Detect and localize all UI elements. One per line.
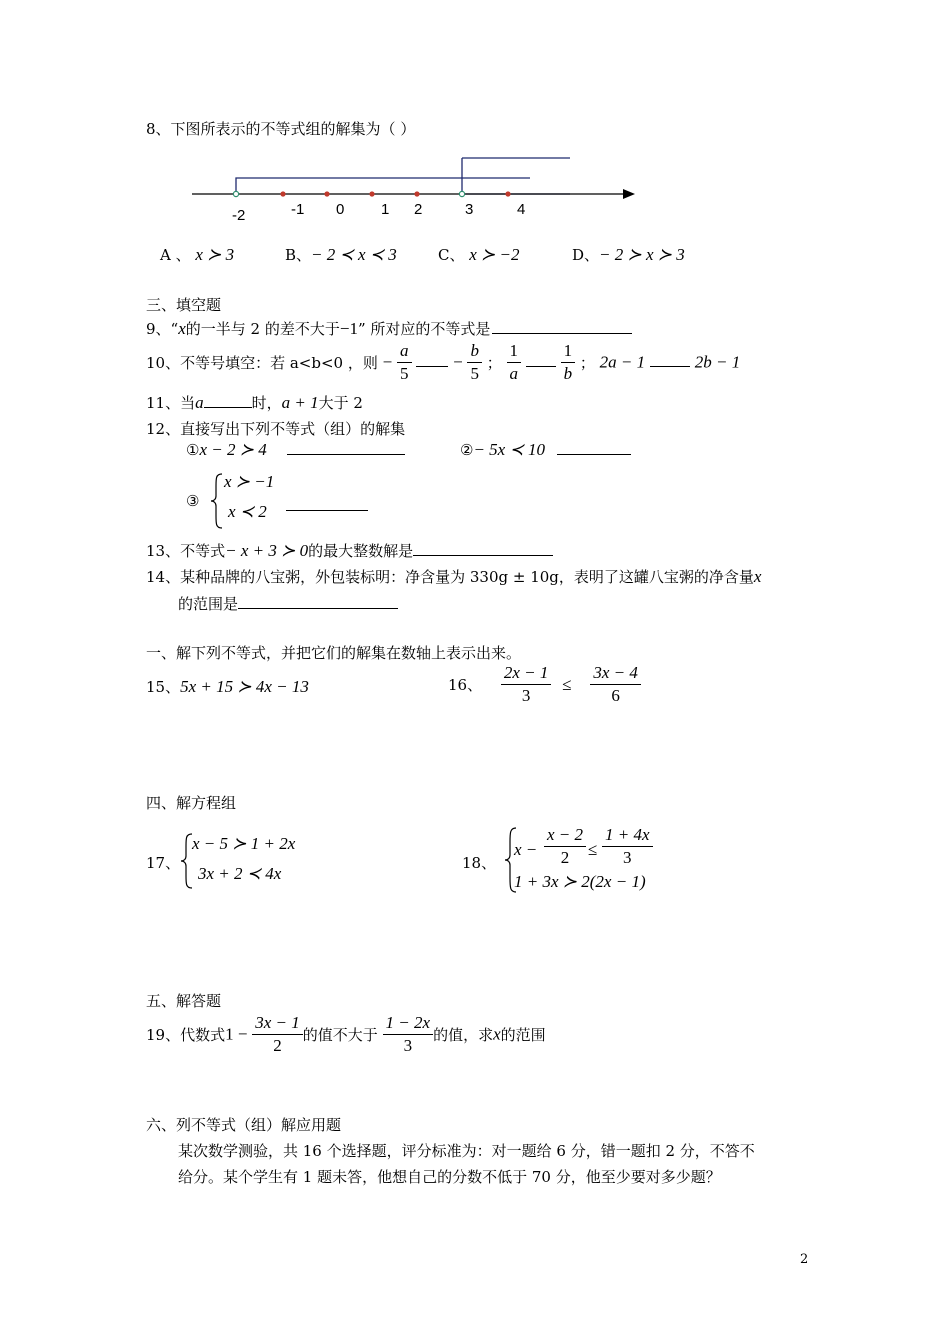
answer-blank[interactable]	[238, 594, 398, 609]
answer-blank[interactable]	[413, 541, 553, 556]
problem-line: 某次数学测验，共 16 个选择题，评分标准为：对一题给 6 分，错一题扣 2 分，不答不	[178, 1142, 755, 1160]
q17-system: x − 5 ≻ 1 + 2x 3x + 2 ≺ 4x	[180, 830, 320, 890]
number-line-figure	[180, 150, 650, 230]
q18-system: x − $\frac{x - 2}{2}$ ≤ $\frac{1 + 4x}{3}$ 1 + 3x ≻ 2(2x − 1)	[504, 824, 674, 894]
solution-bracket-upper	[462, 158, 570, 194]
answer-blank[interactable]	[204, 393, 252, 408]
option-a: A 、 x ≻ 3	[160, 245, 235, 264]
point-4	[505, 191, 510, 196]
q17-label: 17、	[146, 854, 181, 872]
point-minus-1	[280, 191, 285, 196]
q19: 19、代数式1 − $\frac{3x - 1}{2}$ 的值不大于 $\frac{1 - 2x}{3}$ 的值，求x的范围	[146, 1013, 546, 1055]
q13: 13、不等式− x + 3 ≻ 0的最大整数解是	[146, 540, 553, 561]
axis-arrow-icon	[623, 189, 635, 199]
q15: 15、5x + 15 ≻ 4x − 13	[146, 677, 309, 696]
tick-label: 0	[336, 201, 345, 218]
page-number: 2	[800, 1252, 809, 1267]
section-title: 三、填空题	[146, 296, 222, 314]
section-title: 五、解答题	[146, 992, 222, 1010]
q10: 10、不等号填空：若 a<b<0 ，则 − $\frac{a}{5}$ − $\frac{b}{5}$ ； $\frac{1}{a}$ $\frac{1}{b}$ ； 2a − 1 2b − 1	[146, 341, 741, 383]
brace-icon	[210, 472, 224, 530]
q14-line1: 14、某种品牌的八宝粥，外包装标明：净含量为 330g ± 10g，表明了这罐八宝粥的净含量x	[146, 567, 762, 586]
point-0	[324, 191, 329, 196]
option-b: B、− 2 ≺ x ≺ 3	[285, 245, 397, 264]
tick-label: 3	[465, 201, 474, 218]
q12-item3-system: x ≻ −1 x ≺ 2	[210, 470, 280, 530]
answer-blank[interactable]	[286, 496, 368, 511]
q12-item2: ②− 5x ≺ 10	[460, 440, 631, 460]
q18-label: 18、	[462, 854, 497, 872]
tick-label: 4	[517, 201, 526, 218]
point-2	[414, 191, 419, 196]
point-minus-2	[233, 191, 238, 196]
q8-text: 8、下图所表示的不等式组的解集为（ ）	[146, 120, 416, 138]
section-title: 六、列不等式（组）解应用题	[146, 1116, 342, 1134]
point-1	[369, 191, 374, 196]
problem-line: 给分。某个学生有 1 题未答，他想自己的分数不低于 70 分，他至少要对多少题？	[178, 1168, 721, 1186]
option-d: D、− 2 ≻ x ≻ 3	[572, 245, 685, 264]
tick-label: -1	[291, 201, 305, 218]
solution-bracket-lower	[236, 178, 530, 194]
point-3	[459, 191, 464, 196]
tick-label: 1	[381, 201, 390, 218]
q12-item3-mark: ③	[186, 492, 200, 510]
section-title: 一、解下列不等式，并把它们的解集在数轴上表示出来。	[146, 644, 522, 662]
q12-item1: ①x − 2 ≻ 4	[186, 440, 405, 460]
q16: 16、 $\frac{2x - 1}{3}$ ≤ $\frac{3x - 4}{6}$	[448, 662, 641, 707]
answer-blank[interactable]	[287, 440, 405, 455]
tick-label: 2	[414, 201, 423, 218]
q11: 11、当a 时，a + 1大于 2	[146, 393, 363, 412]
answer-blank[interactable]	[526, 352, 556, 367]
option-c: C、 x ≻ −2	[438, 245, 520, 264]
q12-text: 12、直接写出下列不等式（组）的解集	[146, 420, 406, 438]
tick-label: -2	[232, 207, 246, 224]
answer-blank[interactable]	[650, 352, 690, 367]
section-title: 四、解方程组	[146, 794, 237, 812]
answer-blank[interactable]	[557, 440, 631, 455]
answer-blank[interactable]	[416, 352, 448, 367]
q14-line2: 的范围是	[178, 593, 398, 614]
answer-blank[interactable]	[492, 319, 632, 334]
q9: 9、“x的一半与 2 的差不大于−1” 所对应的不等式是	[146, 318, 632, 339]
